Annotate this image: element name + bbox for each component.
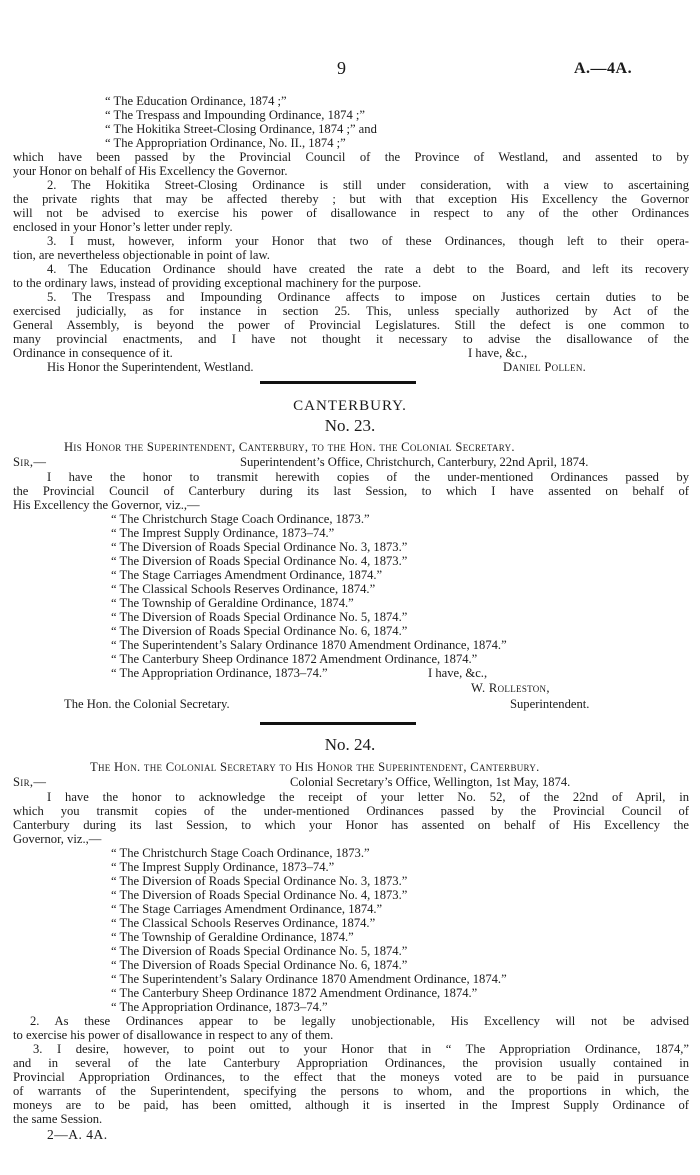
- ordinance-item: “ The Diversion of Roads Special Ordinance No. 3, 1873.”: [111, 874, 408, 888]
- text-line: Canterbury during its last Session, to which your Honor has assented on behalf of His Excellency the: [13, 818, 689, 832]
- ordinance-item: “ The Diversion of Roads Special Ordinance No. 6, 1874.”: [111, 624, 408, 638]
- text-line: to the ordinary laws, instead of providing exceptional machinery for the purpose.: [13, 276, 422, 290]
- text-line: Provincial Appropriation Ordinances, to the effect that the moneys voted are to be paid in pursuance: [13, 1070, 689, 1084]
- ordinance-item: “ The Diversion of Roads Special Ordinance No. 3, 1873.”: [111, 540, 408, 554]
- text-line: I have the honor to acknowledge the receipt of your letter No. 52, of the 22nd of April, in: [47, 790, 689, 804]
- letter-number: No. 24.: [324, 735, 376, 754]
- text-line: General Assembly, is beyond the power of Provincial Legislatures. Still the defect is one common to: [13, 318, 689, 332]
- letter-number: No. 23.: [324, 416, 376, 435]
- text-line: I have the honor to transmit herewith copies of the under-mentioned Ordinances passed by: [47, 470, 689, 484]
- ordinance-item: “ The Christchurch Stage Coach Ordinance, 1873.”: [111, 512, 370, 526]
- text-line: Governor, viz.,—: [13, 832, 102, 846]
- ordinance-item: “ The Superintendent’s Salary Ordinance 1870 Amendment Ordinance, 1874.”: [111, 972, 507, 986]
- ordinance-item: “ The Classical Schools Reserves Ordinance, 1874.”: [111, 582, 376, 596]
- ordinance-item: “ The Superintendent’s Salary Ordinance 1870 Amendment Ordinance, 1874.”: [111, 638, 507, 652]
- ordinance-item: “ The Canterbury Sheep Ordinance 1872 Amendment Ordinance, 1874.”: [111, 652, 478, 666]
- paper-reference: A.—4A.: [574, 60, 633, 77]
- text-line: the same Session.: [13, 1112, 103, 1126]
- salutation: Sir,—: [13, 775, 47, 789]
- signer-title: Superintendent.: [510, 697, 590, 711]
- signature-mark: 2—A. 4A.: [47, 1127, 108, 1142]
- ordinance-item: “ The Imprest Supply Ordinance, 1873–74.”: [111, 860, 335, 874]
- text-line: of warrants of the Superintendent, specifying the persons to whom, and the proportions in which, the: [13, 1084, 689, 1098]
- ordinance-item: “ The Diversion of Roads Special Ordinance No. 6, 1874.”: [111, 958, 408, 972]
- ordinance-item: “ The Christchurch Stage Coach Ordinance, 1873.”: [111, 846, 370, 860]
- quoted-ordinance: “ The Appropriation Ordinance, No. II., 1874 ;”: [105, 136, 346, 150]
- signature: Daniel Pollen.: [503, 360, 587, 374]
- quoted-ordinance: “ The Hokitika Street-Closing Ordinance, 1874 ;” and: [105, 122, 377, 136]
- text-line: the Provincial Council of Canterbury during its last Session, to which I have assented on behalf of: [13, 484, 689, 498]
- text-line: your Honor on behalf of His Excellency the Governor.: [13, 164, 288, 178]
- addressee: The Hon. the Colonial Secretary.: [64, 697, 230, 711]
- text-line: tion, are nevertheless objectionable in point of law.: [13, 248, 270, 262]
- closing-line: I have, &c.,: [428, 666, 488, 680]
- text-line: His Excellency the Governor, viz.,—: [13, 498, 200, 512]
- text-line: to exercise his power of disallowance in respect to any of them.: [13, 1028, 334, 1042]
- text-line: Ordinance in consequence of it.: [13, 346, 173, 360]
- letter-from-to: His Honor the Superintendent, Canterbury, to the Hon. the Colonial Secretary.: [64, 440, 515, 454]
- text-line: enclosed in your Honor’s letter under reply.: [13, 220, 233, 234]
- ordinance-item: “ The Township of Geraldine Ordinance, 1874.”: [111, 930, 354, 944]
- text-line: moneys are to be paid, has been omitted, although it is inserted in the Imprest Supply Ordinance of: [13, 1098, 689, 1112]
- place-date: Colonial Secretary’s Office, Wellington, 1st May, 1874.: [290, 775, 571, 789]
- text-line: 5. The Trespass and Impounding Ordinance affects to impose on Justices certain duties to be: [47, 290, 689, 304]
- ordinance-item: “ The Appropriation Ordinance, 1873–74.”: [111, 666, 328, 680]
- text-line: and in several of the late Canterbury Appropriation Ordinances, the provision usually contained in: [13, 1056, 689, 1070]
- ordinance-item: “ The Stage Carriages Amendment Ordinance, 1874.”: [111, 902, 383, 916]
- section-rule: [260, 381, 416, 384]
- letter-from-to: The Hon. the Colonial Secretary to His Honor the Superintendent, Canterbury.: [90, 760, 540, 774]
- text-line: 2. The Hokitika Street-Closing Ordinance is still under consideration, with a view to ascertaining: [47, 178, 689, 192]
- ordinance-item: “ The Appropriation Ordinance, 1873–74.”: [111, 1000, 328, 1014]
- text-line: which have been passed by the Provincial Council of the Province of Westland, and assented to by: [13, 150, 689, 164]
- closing-line: I have, &c.,: [468, 346, 528, 360]
- signature: W. Rolleston,: [471, 681, 550, 695]
- text-line: the private rights that may be affected thereby ; but with that exception His Excellency the Governor: [13, 192, 689, 206]
- quoted-ordinance: “ The Trespass and Impounding Ordinance, 1874 ;”: [105, 108, 365, 122]
- ordinance-item: “ The Diversion of Roads Special Ordinance No. 5, 1874.”: [111, 944, 408, 958]
- text-line: 2. As these Ordinances appear to be legally unobjectionable, His Excellency will not be advised: [30, 1014, 689, 1028]
- text-line: which you transmit copies of the under-mentioned Ordinances passed by the Provincial Council of: [13, 804, 689, 818]
- text-line: 3. I must, however, inform your Honor that two of these Ordinances, though left to their opera-: [47, 234, 689, 248]
- text-line: many provincial enactments, and I have not thought it necessary to advise the disallowance of the: [13, 332, 689, 346]
- place-date: Superintendent’s Office, Christchurch, Canterbury, 22nd April, 1874.: [240, 455, 589, 469]
- quoted-ordinance: “ The Education Ordinance, 1874 ;”: [105, 94, 287, 108]
- ordinance-item: “ The Stage Carriages Amendment Ordinance, 1874.”: [111, 568, 383, 582]
- text-line: 4. The Education Ordinance should have created the rate a debt to the Board, and left its recovery: [47, 262, 689, 276]
- ordinance-item: “ The Canterbury Sheep Ordinance 1872 Amendment Ordinance, 1874.”: [111, 986, 478, 1000]
- text-line: 3. I desire, however, to point out to your Honor that in “ The Appropriation Ordinance, 1874,”: [33, 1042, 689, 1056]
- ordinance-item: “ The Imprest Supply Ordinance, 1873–74.”: [111, 526, 335, 540]
- section-heading: CANTERBURY.: [293, 398, 407, 414]
- ordinance-item: “ The Diversion of Roads Special Ordinance No. 4, 1873.”: [111, 554, 408, 568]
- ordinance-item: “ The Classical Schools Reserves Ordinance, 1874.”: [111, 916, 376, 930]
- addressee: His Honor the Superintendent, Westland.: [47, 360, 254, 374]
- text-line: exercised judicially, as for instance in section 25. This, unless specially authorized by Act of the: [13, 304, 689, 318]
- ordinance-item: “ The Township of Geraldine Ordinance, 1874.”: [111, 596, 354, 610]
- ordinance-item: “ The Diversion of Roads Special Ordinance No. 4, 1873.”: [111, 888, 408, 902]
- ordinance-item: “ The Diversion of Roads Special Ordinance No. 5, 1874.”: [111, 610, 408, 624]
- salutation: Sir,—: [13, 455, 47, 469]
- text-line: will not be advised to exercise his power of disallowance in respect to any of the other Ordinances: [13, 206, 689, 220]
- page-number: 9: [337, 58, 346, 78]
- section-rule: [260, 722, 416, 725]
